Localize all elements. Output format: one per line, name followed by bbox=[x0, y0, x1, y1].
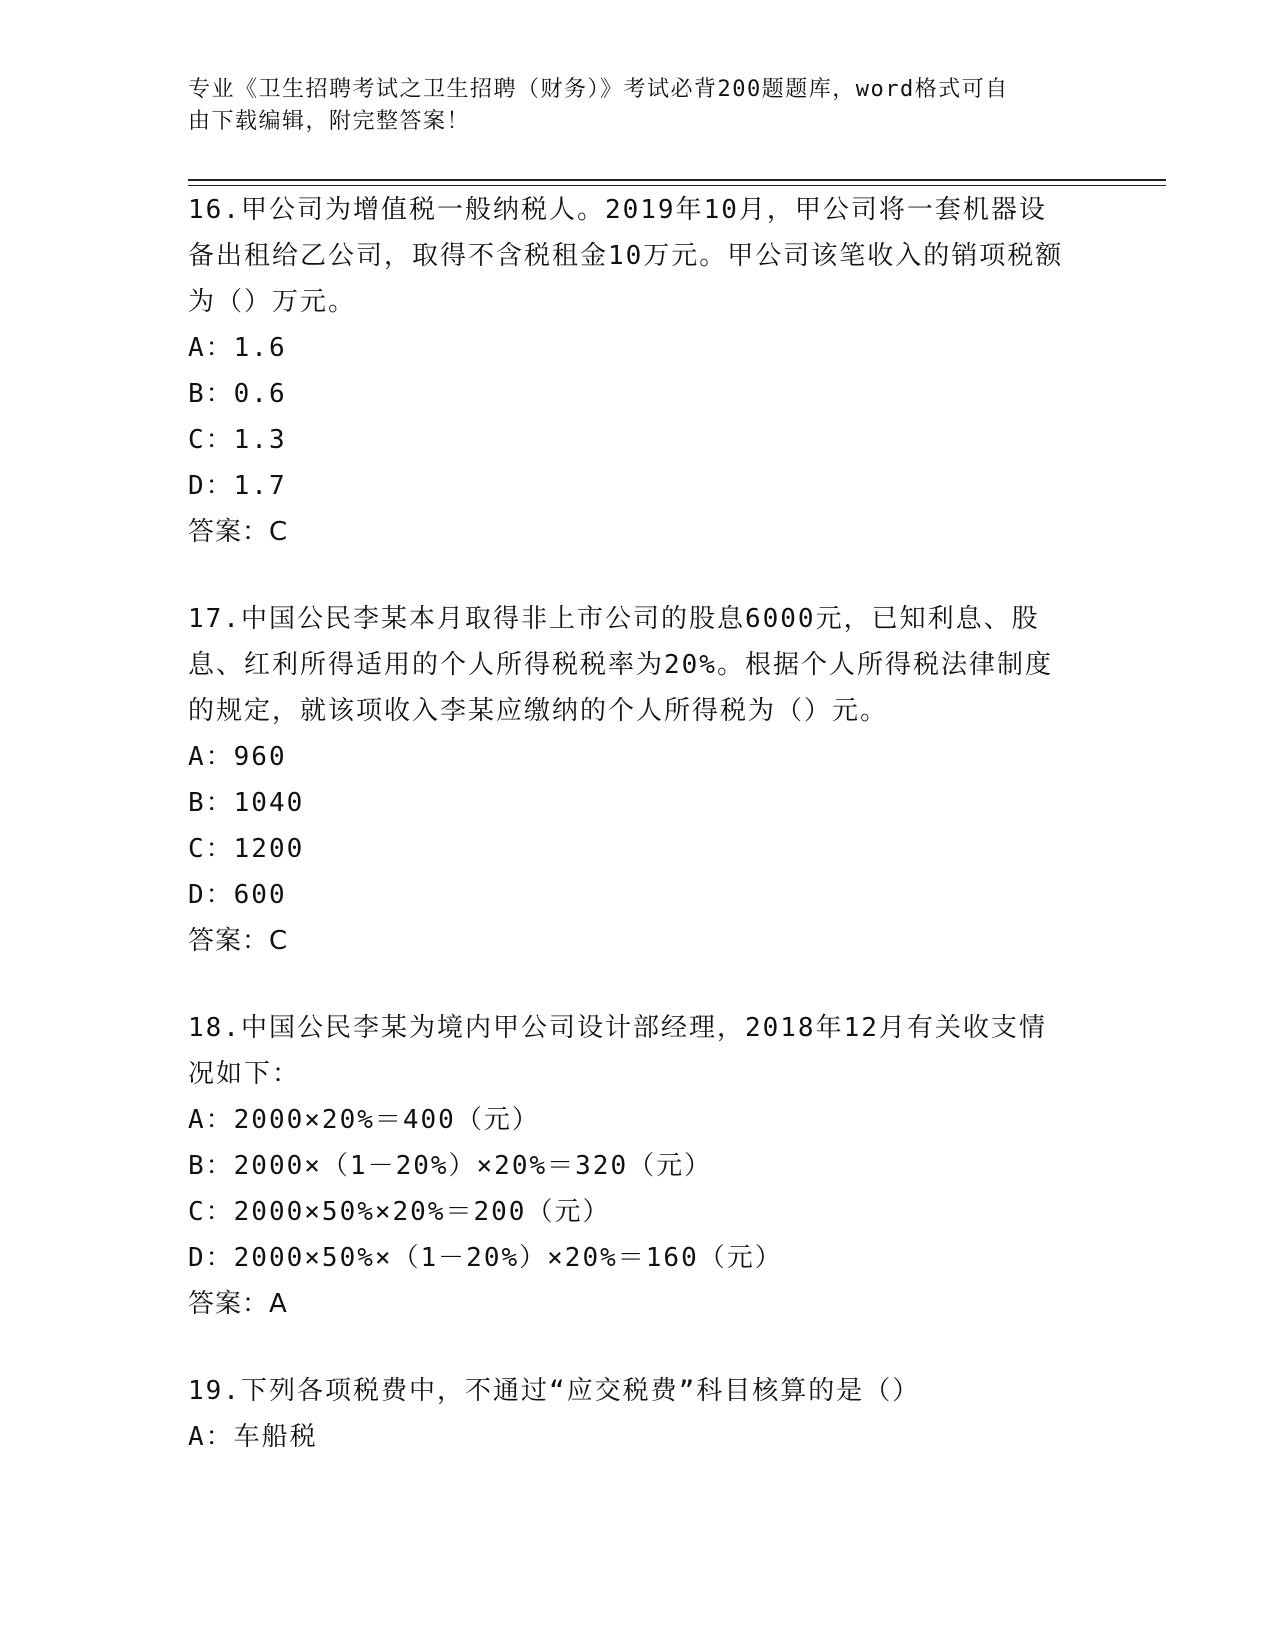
header-divider-thick bbox=[188, 179, 1166, 181]
option-c: C：1.3 bbox=[188, 425, 287, 455]
question-stem: 16.甲公司为增值税一般纳税人。2019年10月，甲公司将一套机器设备出租给乙公司，取得不含税租金10万元。甲公司该笔收入的销项税额为（）万元。 bbox=[188, 195, 1064, 317]
answer-line: 答案：C bbox=[188, 517, 289, 547]
option-a: A：1.6 bbox=[188, 333, 287, 363]
header-line-1: 专业《卫生招聘考试之卫生招聘（财务）》考试必背200题题库，word格式可自 bbox=[188, 77, 1009, 102]
question-stem: 19.下列各项税费中，不通过“应交税费”科目核算的是（） bbox=[188, 1376, 921, 1406]
option-d: D：2000×50%×（1－20%）×20%＝160（元） bbox=[188, 1243, 783, 1273]
answer-line: 答案：A bbox=[188, 1289, 288, 1319]
option-a: A：960 bbox=[188, 742, 287, 772]
question-list bbox=[188, 187, 1088, 1501]
option-d: D：600 bbox=[188, 880, 287, 910]
question-18 bbox=[188, 1005, 1088, 1327]
answer-line: 答案：C bbox=[188, 926, 289, 956]
option-c: C：1200 bbox=[188, 834, 305, 864]
document-header bbox=[188, 74, 1068, 138]
option-a: A：2000×20%＝400（元） bbox=[188, 1105, 540, 1135]
option-b: B：2000×（1－20%）×20%＝320（元） bbox=[188, 1151, 713, 1181]
question-stem: 18.中国公民李某为境内甲公司设计部经理，2018年12月有关收支情况如下： bbox=[188, 1013, 1047, 1089]
question-16 bbox=[188, 187, 1088, 555]
option-b: B：1040 bbox=[188, 788, 305, 818]
option-c: C：2000×50%×20%＝200（元） bbox=[188, 1197, 611, 1227]
header-divider-thin bbox=[188, 185, 1166, 186]
option-d: D：1.7 bbox=[188, 471, 287, 501]
question-17 bbox=[188, 596, 1088, 964]
option-b: B：0.6 bbox=[188, 379, 287, 409]
option-a: A：车船税 bbox=[188, 1422, 318, 1452]
question-19 bbox=[188, 1368, 1088, 1460]
header-line-2: 由下载编辑，附完整答案！ bbox=[188, 109, 471, 134]
question-stem: 17.中国公民李某本月取得非上市公司的股息6000元，已知利息、股息、红利所得适用的个人所得税税率为20%。根据个人所得税法律制度的规定，就该项收入李某应缴纳的个人所得税为（）元。 bbox=[188, 604, 1053, 726]
